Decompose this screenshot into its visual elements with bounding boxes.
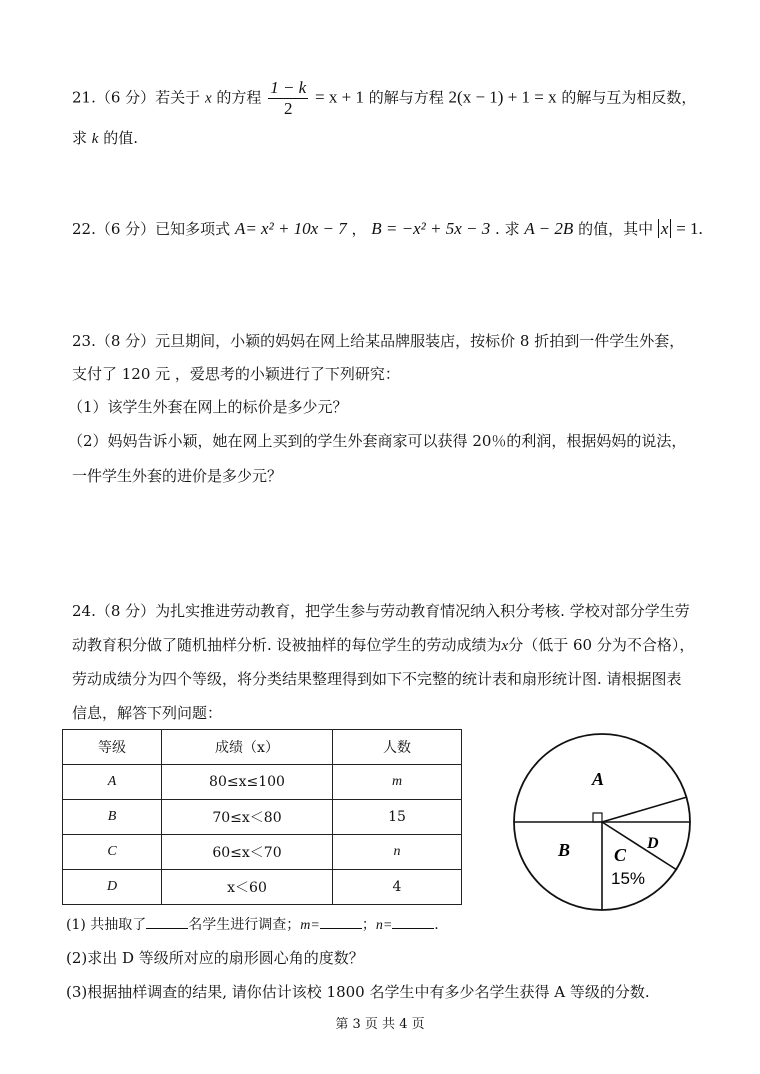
- q24-line3: 劳动成绩分为四个等级，将分类结果整理得到如下不完整的统计表和扇形统计图. 请根据图表: [72, 670, 682, 688]
- q24-sub1-m: m=: [300, 918, 320, 933]
- q23-line5: 一件学生外套的进价是多少元？: [72, 467, 283, 485]
- table-cell-count: 4: [333, 870, 462, 905]
- q24-sub1-b: 名学生进行调查；: [188, 917, 301, 933]
- table-cell-count: m: [333, 765, 462, 800]
- table-cell-score: 80≤x≤100: [162, 765, 333, 800]
- q24-line2-b: 分（低于 60 分为不合格），: [508, 636, 695, 654]
- q22-mid2: 的值，其中: [578, 220, 654, 238]
- table-cell-count: n: [333, 835, 462, 870]
- table-row: [63, 870, 462, 905]
- q21-line1-end: 的解与互为相反数，: [561, 88, 697, 107]
- table-row: [63, 800, 462, 835]
- q21-var-k: k: [91, 131, 99, 147]
- q21-frac-numerator: 1 − k: [270, 78, 307, 97]
- q24-line2-var: x: [501, 638, 509, 654]
- table-row: [63, 835, 462, 870]
- q23-line4: （2）妈妈告诉小颖，她在网上买到的学生外套商家可以获得 20％的利润，根据妈妈的说法，: [68, 432, 687, 450]
- table-header: 人数: [333, 730, 462, 765]
- pie-label-a: A: [592, 769, 605, 789]
- q21-prefix: 21.（6 分）若关于: [72, 88, 201, 107]
- q22-sep: ，: [351, 220, 367, 238]
- q21-line2-prefix: 求: [72, 129, 88, 147]
- table-cell-score: x＜60: [162, 870, 333, 905]
- q24-line4: 信息，解答下列问题：: [72, 704, 223, 722]
- table-row: [63, 765, 462, 800]
- table-header-row: [63, 730, 462, 765]
- table-cell-score: 70≤x＜80: [162, 800, 333, 835]
- q23-line2: 支付了 120 元 ，爱思考的小颖进行了下列研究：: [72, 365, 400, 383]
- q24-sub1-end: .: [434, 917, 439, 933]
- q21-line2: [72, 128, 138, 149]
- table-cell-grade: C: [63, 835, 162, 870]
- q22-line: [72, 219, 703, 239]
- q21-var-x: x: [204, 90, 212, 107]
- q24-line1: 24.（8 分）为扎实推进劳动教育，把学生参与劳动教育情况纳入积分考核. 学校对部分学生劳: [72, 602, 690, 620]
- q21-mid2: 的解与方程: [368, 88, 444, 107]
- q22-mid: . 求: [495, 220, 520, 238]
- q22-prefix: 22.（6 分）已知多项式: [72, 220, 231, 238]
- table-cell-grade: D: [63, 870, 162, 905]
- pie-label-c-percent: 15%: [611, 869, 646, 888]
- q21-line2-end: 的值.: [103, 129, 139, 147]
- table-header: 等级: [63, 730, 162, 765]
- q24-sub1-n: n=: [375, 918, 393, 933]
- pie-label-d: D: [647, 835, 659, 852]
- q22-target: A − 2B: [524, 219, 574, 238]
- table-cell-grade: B: [63, 800, 162, 835]
- pie-label-c: C: [614, 845, 627, 865]
- q22-B-expr: B = −x² + 5x − 3: [371, 219, 491, 238]
- q21-frac-denominator: 2: [283, 99, 293, 118]
- q23-line1: 23.（8 分）元旦期间，小颖的妈妈在网上给某品牌服装店，按标价 8 折拍到一件学生外套，: [72, 332, 685, 350]
- table-cell-count: 15: [333, 800, 462, 835]
- pie-label-b: B: [558, 840, 571, 860]
- table-cell-grade: A: [63, 765, 162, 800]
- q21-fraction: [268, 78, 308, 119]
- answer-blank-total[interactable]: [146, 914, 188, 929]
- q24-line2-a: 动教育积分做了随机抽样分析. 设被抽样的每位学生的劳动成绩为: [72, 636, 502, 654]
- q21-mid1: 的方程: [216, 88, 262, 107]
- q22-A-expr: A= x² + 10x − 7: [234, 219, 347, 238]
- answer-blank-m[interactable]: [320, 914, 362, 929]
- page-footer: 第 3 页 共 4 页: [335, 1017, 425, 1032]
- q21-line1: [72, 78, 696, 119]
- q21-eq1-rhs: = x + 1: [315, 87, 364, 107]
- right-angle-marker: [593, 813, 602, 822]
- q24-line2: [72, 635, 694, 656]
- pie-chart: [505, 730, 701, 916]
- q24-sub1: [66, 914, 439, 936]
- q23-line3: （1）该学生外套在网上的标价是多少元？: [68, 398, 348, 416]
- q24-sub1-sep: ；: [361, 917, 376, 933]
- answer-blank-n[interactable]: [392, 914, 434, 929]
- q22-cond-end: = 1.: [676, 219, 703, 238]
- table-cell-score: 60≤x＜70: [162, 835, 333, 870]
- q24-sub3: (3)根据抽样调查的结果, 请你估计该校 1800 名学生中有多少名学生获得 A 等级的分数.: [66, 983, 650, 1001]
- q24-sub2: (2)求出 D 等级所对应的扇形圆心角的度数？: [66, 949, 364, 967]
- table-header: 成绩（x）: [162, 730, 333, 765]
- q22-abs-x: x: [658, 219, 672, 238]
- q24-sub1-a: (1) 共抽取了: [66, 917, 147, 933]
- pie-divider-d-upper: [602, 797, 687, 822]
- stats-table: [62, 729, 462, 905]
- q21-eq2: 2(x − 1) + 1 = x: [448, 87, 557, 107]
